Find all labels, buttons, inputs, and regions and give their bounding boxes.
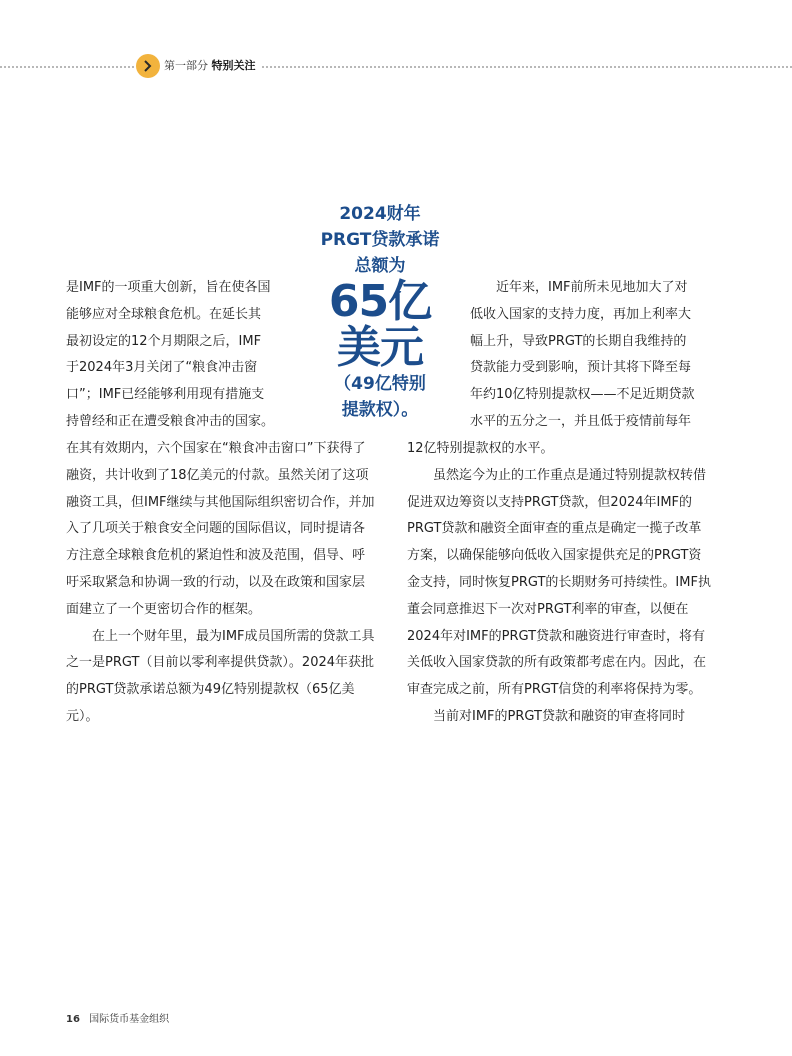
pull-quote-figure: 美元 [337, 322, 423, 373]
chevron-right-icon [136, 54, 160, 78]
text-line: 口”；IMF已经能够利用现有措施支 [66, 387, 265, 403]
pull-quote-line: （49亿特别 [334, 374, 426, 394]
left-column-top [66, 275, 294, 436]
publisher-name: 国际货币基金组织 [89, 1014, 170, 1025]
text-line: 近年来，IMF前所未见地加大了对 [496, 280, 688, 295]
text-line: 是IMF的一项重大创新，旨在使各国 [66, 280, 271, 295]
page-number: 16 [66, 1014, 80, 1025]
text-line: 低收入国家的支持力度，再加上利率大 [470, 306, 692, 322]
text-line: 幅上升，导致PRGT的长期自我维持的 [470, 333, 687, 349]
section-title: 特别关注 [211, 59, 256, 72]
text-line: 持曾经和正在遭受粮食冲击的国家。 [66, 413, 275, 429]
right-column-top [470, 275, 714, 436]
pull-quote-line: 提款权）。 [341, 400, 419, 420]
part-label: 第一部分 [164, 59, 208, 72]
pull-quote-line: 总额为 [354, 256, 406, 276]
pull-quote-figure: 65亿 [328, 276, 432, 327]
paragraph: 在其有效期内，六个国家在“粮食冲击窗口”下获得了融资，共计收到了18亿美元的付款。虽然关闭了这项融资工具，但IMF继续与其他国际组织密切合作，并加入了几项关于粮食安全问题的国际倡议，同时提请各方注意全球粮食危机的紧迫性和波及范围，倡导、呼吁采取紧急和协调一致的行动，以及在政策和国家层面建立了一个更密切合作的框架。 [66, 441, 375, 617]
text-line: 贷款能力受到影响，预计其将下降至每 [470, 360, 692, 376]
right-column [407, 436, 714, 731]
section-header [164, 59, 256, 73]
paragraph: 在上一个财年里，最为IMF成员国所需的贷款工具之一是PRGT（目前以零利率提供贷款）。2024年获批的PRGT贷款承诺总额为49亿特别提款权（65亿美元）。 [66, 628, 375, 724]
paragraph: 虽然迄今为止的工作重点是通过特别提款权转借促进双边筹资以支持PRGT贷款，但2024年IMF的PRGT贷款和融资全面审查的重点是确定一揽子改革方案，以确保能够向低收入国家提供充足的PRGT资金支持，同时恢复PRGT的长期财务可持续性。IMF执董会同意推迟下一次对PRGT利率的审查，以便在2024年对IMF的PRGT贷款和融资进行审查时，将有关低收入国家贷款的所有政策都考虑在内。因此，在审查完成之前，所有PRGT信贷的利率将保持为零。 [407, 467, 711, 698]
paragraph-continuation: 12亿特别提款权的水平。 [407, 441, 554, 456]
text-line: 年约10亿特别提款权——不足近期贷款 [470, 387, 695, 403]
text-line: 能够应对全球粮食危机。在延长其 [66, 306, 262, 322]
page-footer [66, 1010, 169, 1025]
header-dotted-rule-left [0, 66, 134, 68]
pull-quote [306, 201, 454, 423]
text-line: 水平的五分之一，并且低于疫情前每年 [470, 413, 692, 429]
paragraph: 当前对IMF的PRGT贷款和融资的审查将同时 [433, 708, 685, 724]
header-dotted-rule-right [262, 66, 792, 68]
pull-quote-line: 2024财年 [339, 204, 421, 224]
text-line: 于2024年3月关闭了“粮食冲击窗 [66, 360, 258, 376]
pull-quote-line: PRGT贷款承诺 [320, 230, 440, 250]
text-line: 最初设定的12个月期限之后，IMF [66, 333, 262, 349]
left-column [66, 436, 376, 731]
